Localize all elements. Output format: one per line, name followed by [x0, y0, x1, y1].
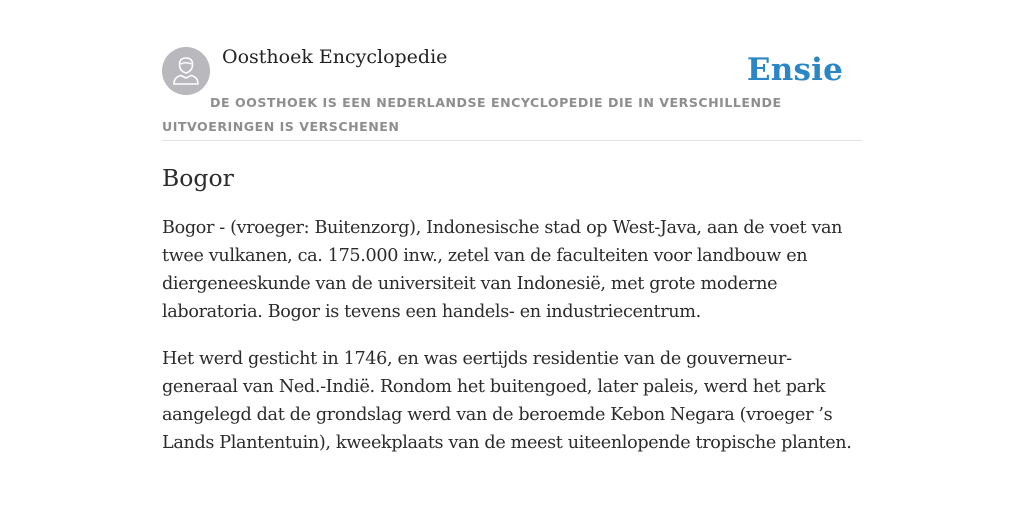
user-avatar-icon[interactable]	[162, 47, 210, 95]
site-tagline: DE OOSTHOEK IS EEN NEDERLANDSE ENCYCLOPEDIE DIE IN VERSCHILLENDE UITVOERINGEN IS VERSCHENEN	[162, 95, 782, 134]
site-name[interactable]: Oosthoek Encyclopedie	[222, 46, 448, 68]
site-header	[162, 40, 862, 141]
page-container	[162, 40, 862, 457]
article-paragraph-2: Het werd gesticht in 1746, en was eertijds residentie van de gouverneur-generaal van Ned.-Indië. Rondom het buitengoed, later paleis, werd het park aangelegd dat de grondslag werd van de beroemde Kebon Negara (vroeger ’s Lands Plantentuin), kweekplaats van de meest uiteenlopende tropische planten.	[162, 349, 852, 453]
brand-logo[interactable]: Ensie	[746, 52, 843, 88]
article-paragraph-1: Bogor - (vroeger: Buitenzorg), Indonesische stad op West-Java, aan de voet van twee vulkanen, ca. 175.000 inw., zetel van de faculteiten voor landbouw en diergeneeskunde van de universiteit van Indonesië, met grote moderne laboratoria. Bogor is tevens een handels- en industriecentrum.	[162, 218, 843, 322]
article-title: Bogor	[162, 164, 234, 192]
